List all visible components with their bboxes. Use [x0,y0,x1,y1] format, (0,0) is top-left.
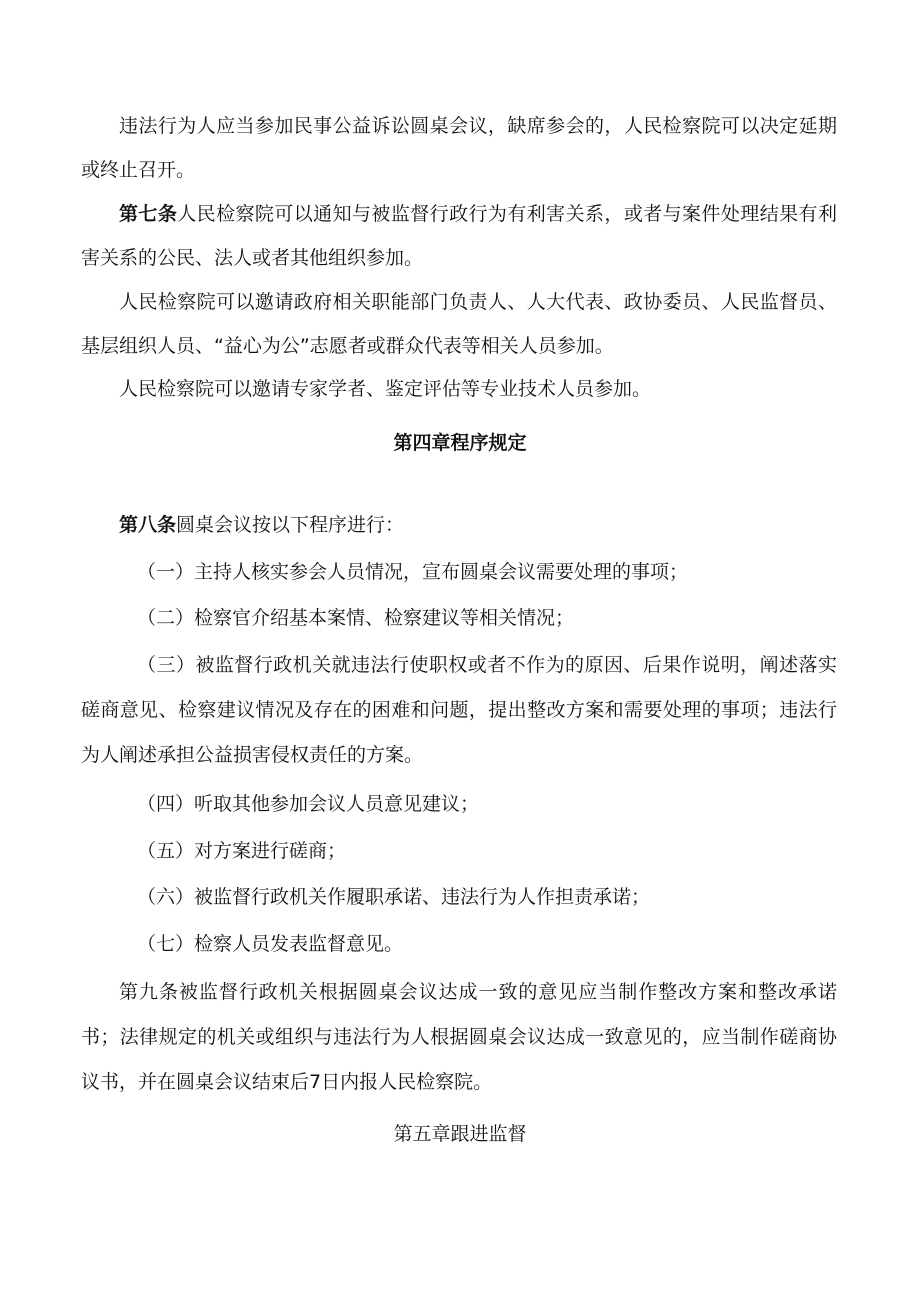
procedure-item-5: （五）对方案进行磋商； [137,840,347,862]
procedure-item-7: （七）检察人员发表监督意见。 [137,933,404,955]
procedure-item-6: （六）被监督行政机关作履职承诺、违法行为人作担责承诺； [137,886,651,908]
article-9: 第九条被监督行政机关根据圆桌会议达成一致的意见应当制作整改方案和整改承诺书；法律规定的机关或组织与违法行为人根据圆桌会议达成一致意见的，应当制作磋商协议书，并在圆桌会议结束后7日内报人民检察院。 [81,981,837,1093]
procedure-item-2: （二）检察官介绍基本案情、检察建议等相关情况； [137,607,575,629]
article-8-text: 圆桌会议按以下程序进行： [176,514,405,536]
article-7-text: 人民检察院可以通知与被监督行政行为有利害关系，或者与案件处理结果有利害关系的公民、法人或者其他组织参加。 [81,203,837,269]
paragraph-text: 人民检察院可以邀请专家学者、鉴定评估等专业技术人员参加。 [119,378,652,400]
article-8-label: 第八条 [119,514,177,536]
procedure-item-4: （四）听取其他参加会议人员意见建议； [137,793,480,815]
procedure-item-1: （一）主持人核实参会人员情况，宣布圆桌会议需要处理的事项； [137,561,689,583]
chapter-4-heading: 第四章程序规定 [393,432,527,454]
paragraph-invite-officials [81,280,837,368]
article-7-label: 第七条 [119,203,178,225]
chapter-5-heading: 第五章跟进监督 [393,1123,527,1145]
article-7 [81,192,837,280]
paragraph-invite-experts [81,367,837,411]
paragraph-absence-rule [81,104,837,192]
procedure-item-3: （三）被监督行政机关就违法行使职权或者不作为的原因、后果作说明，阐述落实磋商意见、检察建议情况及存在的困难和问题，提出整改方案和需要处理的事项；违法行为人阐述承担公益损害侵权责任的方案。 [81,654,837,766]
paragraph-text: 人民检察院可以邀请政府相关职能部门负责人、人大代表、政协委员、人民监督员、基层组织人员、“益心为公”志愿者或群众代表等相关人员参加。 [81,291,837,357]
paragraph-text: 违法行为人应当参加民事公益诉讼圆桌会议，缺席参会的，人民检察院可以决定延期或终止召开。 [81,115,837,181]
article-8 [81,503,837,547]
